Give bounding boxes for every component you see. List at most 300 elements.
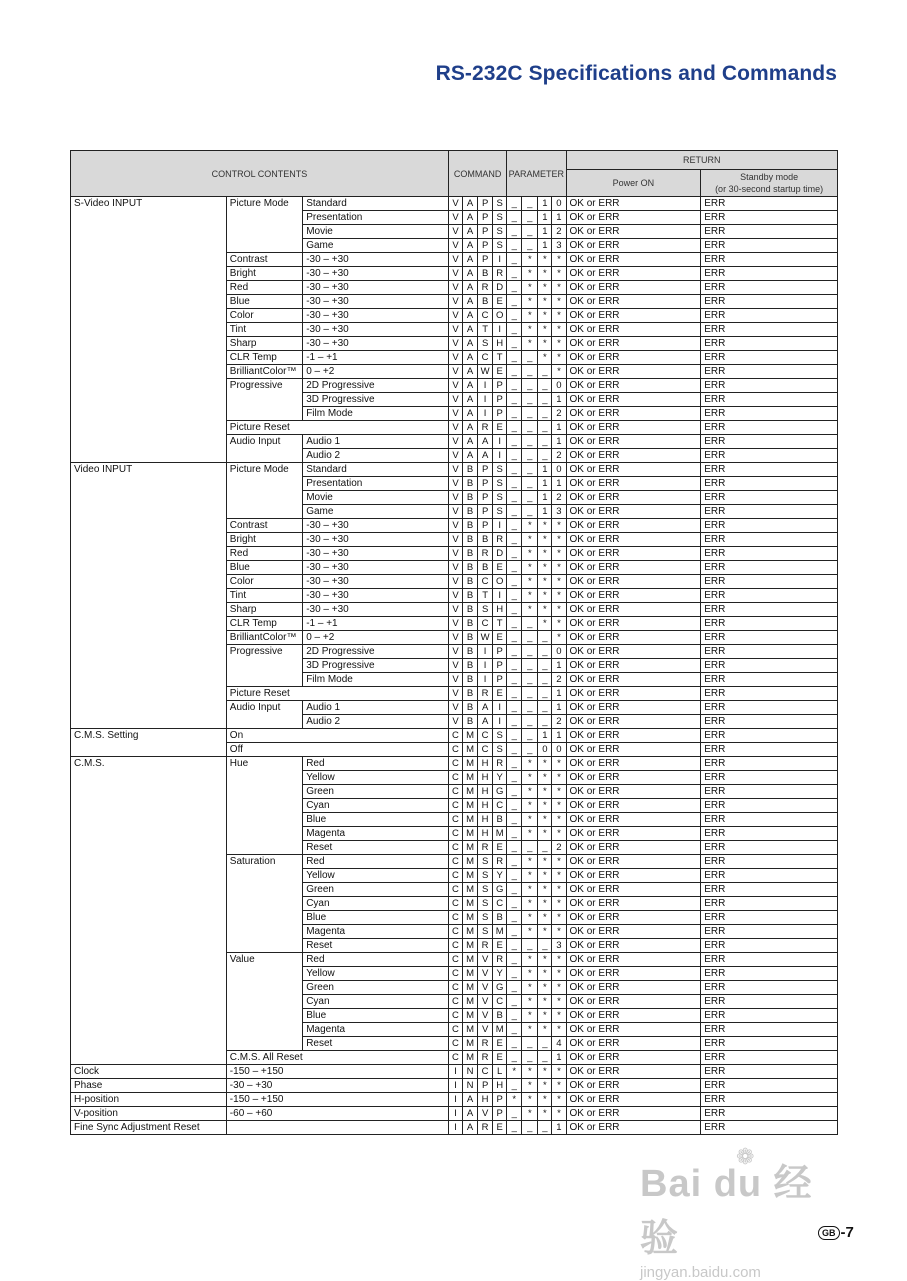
parameter-char: * <box>507 1065 522 1079</box>
command-char: R <box>478 281 493 295</box>
return-standby: ERR <box>701 925 838 939</box>
parameter-char: _ <box>507 1051 522 1065</box>
parameter-char: * <box>522 953 538 967</box>
item-name: Audio 1 <box>303 701 449 715</box>
command-char: M <box>463 813 478 827</box>
command-char: P <box>493 379 507 393</box>
item-name: Film Mode <box>303 407 449 421</box>
command-char: E <box>493 687 507 701</box>
parameter-char: * <box>552 561 566 575</box>
parameter-char: _ <box>538 673 552 687</box>
parameter-char: 1 <box>538 225 552 239</box>
command-char: M <box>493 925 507 939</box>
return-power-on: OK or ERR <box>566 799 701 813</box>
parameter-char: _ <box>538 659 552 673</box>
parameter-char: * <box>522 295 538 309</box>
parameter-char: * <box>552 799 566 813</box>
parameter-char: _ <box>507 1107 522 1121</box>
parameter-char: * <box>552 855 566 869</box>
parameter-char: 0 <box>552 743 566 757</box>
command-char: S <box>493 225 507 239</box>
command-char: B <box>463 533 478 547</box>
item-name: Audio 2 <box>303 449 449 463</box>
parameter-char: _ <box>507 925 522 939</box>
item-name: -30 – +30 <box>303 267 449 281</box>
parameter-char: * <box>538 883 552 897</box>
command-char: V <box>448 337 462 351</box>
subsection-name: BrilliantColor™ <box>226 631 302 645</box>
parameter-char: * <box>552 813 566 827</box>
command-char: A <box>478 701 493 715</box>
subsection-name: -60 – +60 <box>226 1107 448 1121</box>
return-standby: ERR <box>701 617 838 631</box>
section-name: V-position <box>71 1107 227 1121</box>
command-char: C <box>448 729 462 743</box>
return-standby: ERR <box>701 295 838 309</box>
parameter-char: * <box>538 771 552 785</box>
parameter-char: * <box>522 785 538 799</box>
parameter-char: _ <box>538 701 552 715</box>
command-char: R <box>478 1051 493 1065</box>
parameter-char: _ <box>507 281 522 295</box>
command-char: R <box>478 939 493 953</box>
command-char: C <box>478 575 493 589</box>
return-standby: ERR <box>701 519 838 533</box>
item-name: Cyan <box>303 995 449 1009</box>
return-standby: ERR <box>701 435 838 449</box>
command-char: A <box>463 379 478 393</box>
subsection-name: -150 – +150 <box>226 1065 448 1079</box>
header-parameter: PARAMETER <box>507 151 566 197</box>
return-standby: ERR <box>701 841 838 855</box>
parameter-char: _ <box>522 743 538 757</box>
parameter-char: * <box>522 575 538 589</box>
command-char: C <box>448 1023 462 1037</box>
command-char: I <box>448 1121 462 1135</box>
return-power-on: OK or ERR <box>566 351 701 365</box>
command-char: M <box>493 1023 507 1037</box>
page-title: RS-232C Specifications and Commands <box>435 62 837 85</box>
parameter-char: * <box>538 547 552 561</box>
item-name: Yellow <box>303 967 449 981</box>
table-row <box>71 757 838 771</box>
command-char: C <box>448 785 462 799</box>
item-name: Game <box>303 505 449 519</box>
command-char: A <box>463 435 478 449</box>
command-char: I <box>493 589 507 603</box>
subsection-name: Color <box>226 575 302 589</box>
parameter-char: _ <box>507 617 522 631</box>
command-char: I <box>493 701 507 715</box>
return-standby: ERR <box>701 589 838 603</box>
command-char: A <box>463 267 478 281</box>
return-power-on: OK or ERR <box>566 855 701 869</box>
header-power-on: Power ON <box>566 170 701 197</box>
header-standby <box>701 170 838 197</box>
table-row <box>71 1079 838 1093</box>
parameter-char: _ <box>507 1121 522 1135</box>
command-char: S <box>493 743 507 757</box>
command-char: C <box>493 799 507 813</box>
parameter-char: * <box>552 1107 566 1121</box>
parameter-char: _ <box>538 1121 552 1135</box>
return-power-on: OK or ERR <box>566 575 701 589</box>
parameter-char: 1 <box>552 729 566 743</box>
command-char: V <box>478 1009 493 1023</box>
item-name: -30 – +30 <box>303 533 449 547</box>
parameter-char: * <box>538 617 552 631</box>
command-char: Y <box>493 771 507 785</box>
return-standby: ERR <box>701 967 838 981</box>
command-char: A <box>463 365 478 379</box>
command-char: B <box>463 617 478 631</box>
header-return: RETURN <box>566 151 838 170</box>
command-char: Y <box>493 967 507 981</box>
parameter-char: * <box>538 995 552 1009</box>
section-name: Clock <box>71 1065 227 1079</box>
parameter-char: _ <box>507 463 522 477</box>
item-name: Movie <box>303 491 449 505</box>
item-name: -30 – +30 <box>303 323 449 337</box>
return-standby: ERR <box>701 365 838 379</box>
command-char: V <box>478 1107 493 1121</box>
parameter-char: _ <box>507 981 522 995</box>
parameter-char: * <box>538 1009 552 1023</box>
command-char: C <box>448 1051 462 1065</box>
parameter-char: * <box>538 981 552 995</box>
command-char: V <box>448 519 462 533</box>
return-standby: ERR <box>701 225 838 239</box>
item-name: -30 – +30 <box>303 603 449 617</box>
parameter-char: * <box>522 925 538 939</box>
return-power-on: OK or ERR <box>566 911 701 925</box>
baidu-watermark <box>640 1144 845 1281</box>
subsection-name: Picture Mode <box>226 197 302 253</box>
parameter-char: _ <box>507 827 522 841</box>
return-standby: ERR <box>701 911 838 925</box>
return-standby: ERR <box>701 897 838 911</box>
parameter-char: * <box>522 337 538 351</box>
command-char: M <box>463 729 478 743</box>
parameter-char: * <box>552 869 566 883</box>
command-char: P <box>493 1093 507 1107</box>
command-char: S <box>478 897 493 911</box>
command-char: S <box>493 729 507 743</box>
command-char: B <box>478 267 493 281</box>
command-char: P <box>493 407 507 421</box>
subsection-name: Red <box>226 547 302 561</box>
header-command: COMMAND <box>448 151 506 197</box>
return-standby: ERR <box>701 995 838 1009</box>
return-power-on: OK or ERR <box>566 827 701 841</box>
subsection-name: Bright <box>226 533 302 547</box>
parameter-char: _ <box>522 659 538 673</box>
subsection-name: Contrast <box>226 519 302 533</box>
command-char: I <box>493 435 507 449</box>
parameter-char: * <box>552 589 566 603</box>
command-char: I <box>493 323 507 337</box>
command-char: V <box>448 435 462 449</box>
return-power-on: OK or ERR <box>566 995 701 1009</box>
command-char: P <box>493 673 507 687</box>
parameter-char: * <box>522 589 538 603</box>
command-char: C <box>448 967 462 981</box>
parameter-char: 1 <box>538 463 552 477</box>
command-char: B <box>463 519 478 533</box>
command-char: I <box>493 449 507 463</box>
return-power-on: OK or ERR <box>566 1051 701 1065</box>
return-standby: ERR <box>701 1079 838 1093</box>
item-name: Film Mode <box>303 673 449 687</box>
command-char: C <box>478 729 493 743</box>
command-char: B <box>463 701 478 715</box>
section-name: Video INPUT <box>71 463 227 729</box>
command-char: P <box>478 477 493 491</box>
command-char: E <box>493 631 507 645</box>
parameter-char: 1 <box>552 659 566 673</box>
table-row <box>71 1065 838 1079</box>
item-name: 2D Progressive <box>303 379 449 393</box>
parameter-char: * <box>552 757 566 771</box>
command-char: P <box>478 239 493 253</box>
item-name: 2D Progressive <box>303 645 449 659</box>
command-char: R <box>478 421 493 435</box>
parameter-char: _ <box>507 477 522 491</box>
parameter-char: 1 <box>538 239 552 253</box>
command-char: I <box>448 1079 462 1093</box>
return-standby: ERR <box>701 939 838 953</box>
command-char: M <box>463 771 478 785</box>
parameter-char: * <box>552 967 566 981</box>
command-char: B <box>463 575 478 589</box>
command-char: V <box>448 407 462 421</box>
parameter-char: 1 <box>538 477 552 491</box>
item-name: Green <box>303 981 449 995</box>
parameter-char: _ <box>522 1121 538 1135</box>
return-standby: ERR <box>701 869 838 883</box>
parameter-char: _ <box>522 435 538 449</box>
command-char: R <box>493 855 507 869</box>
command-char: C <box>478 743 493 757</box>
return-standby: ERR <box>701 393 838 407</box>
parameter-char: 3 <box>552 239 566 253</box>
return-power-on: OK or ERR <box>566 729 701 743</box>
parameter-char: _ <box>507 729 522 743</box>
command-char: P <box>493 645 507 659</box>
return-power-on: OK or ERR <box>566 239 701 253</box>
return-standby: ERR <box>701 267 838 281</box>
parameter-char: * <box>522 855 538 869</box>
parameter-char: * <box>522 967 538 981</box>
parameter-char: * <box>522 981 538 995</box>
parameter-char: _ <box>507 869 522 883</box>
parameter-char: _ <box>538 365 552 379</box>
item-name: Reset <box>303 841 449 855</box>
parameter-char: _ <box>507 505 522 519</box>
parameter-char: _ <box>507 855 522 869</box>
command-char: V <box>448 645 462 659</box>
command-char: G <box>493 785 507 799</box>
command-char: I <box>448 1093 462 1107</box>
subsection-name: CLR Temp <box>226 351 302 365</box>
command-char: S <box>493 197 507 211</box>
parameter-char: 2 <box>552 225 566 239</box>
paw-icon: ❁ <box>736 1144 755 1169</box>
command-char: V <box>448 701 462 715</box>
parameter-char: * <box>552 883 566 897</box>
return-power-on: OK or ERR <box>566 897 701 911</box>
command-char: S <box>493 211 507 225</box>
return-standby: ERR <box>701 771 838 785</box>
parameter-char: 1 <box>552 421 566 435</box>
parameter-char: 1 <box>552 1051 566 1065</box>
subsection-name: Blue <box>226 561 302 575</box>
parameter-char: * <box>552 897 566 911</box>
subsection-name: Saturation <box>226 855 302 953</box>
parameter-char: * <box>552 351 566 365</box>
return-standby: ERR <box>701 421 838 435</box>
item-name: -30 – +30 <box>303 519 449 533</box>
command-char: M <box>493 827 507 841</box>
parameter-char: * <box>522 267 538 281</box>
parameter-char: * <box>538 351 552 365</box>
parameter-char: _ <box>538 407 552 421</box>
return-standby: ERR <box>701 715 838 729</box>
parameter-char: _ <box>507 295 522 309</box>
command-char: V <box>448 197 462 211</box>
parameter-char: _ <box>538 715 552 729</box>
command-char: A <box>463 253 478 267</box>
command-char: C <box>448 1037 462 1051</box>
parameter-char: _ <box>507 603 522 617</box>
parameter-char: _ <box>522 351 538 365</box>
parameter-char: _ <box>522 449 538 463</box>
command-char: A <box>463 211 478 225</box>
command-char: B <box>493 1009 507 1023</box>
return-power-on: OK or ERR <box>566 547 701 561</box>
return-standby: ERR <box>701 505 838 519</box>
command-char: R <box>478 1121 493 1135</box>
item-name: -30 – +30 <box>303 337 449 351</box>
item-name: Movie <box>303 225 449 239</box>
command-char: S <box>478 603 493 617</box>
parameter-char: _ <box>507 323 522 337</box>
command-char: S <box>478 925 493 939</box>
command-char: I <box>493 253 507 267</box>
command-char: R <box>493 267 507 281</box>
command-char: V <box>448 673 462 687</box>
return-power-on: OK or ERR <box>566 967 701 981</box>
command-char: V <box>448 547 462 561</box>
return-standby: ERR <box>701 785 838 799</box>
parameter-char: _ <box>522 365 538 379</box>
subsection-name: Tint <box>226 589 302 603</box>
return-standby: ERR <box>701 533 838 547</box>
parameter-char: * <box>538 589 552 603</box>
command-char: B <box>463 687 478 701</box>
parameter-char: * <box>522 1009 538 1023</box>
subsection-name: Picture Mode <box>226 463 302 519</box>
parameter-char: * <box>538 813 552 827</box>
parameter-char: _ <box>507 687 522 701</box>
command-char: P <box>478 519 493 533</box>
command-char: C <box>448 799 462 813</box>
parameter-char: _ <box>507 911 522 925</box>
item-name: 3D Progressive <box>303 659 449 673</box>
item-name: Magenta <box>303 925 449 939</box>
subsection-name: Sharp <box>226 603 302 617</box>
command-char: S <box>478 883 493 897</box>
command-char: R <box>478 547 493 561</box>
return-power-on: OK or ERR <box>566 435 701 449</box>
command-char: A <box>463 225 478 239</box>
parameter-char: _ <box>507 715 522 729</box>
parameter-char: * <box>538 911 552 925</box>
parameter-char: _ <box>538 1051 552 1065</box>
parameter-char: * <box>552 253 566 267</box>
return-power-on: OK or ERR <box>566 953 701 967</box>
parameter-char: * <box>552 1023 566 1037</box>
return-standby: ERR <box>701 1051 838 1065</box>
command-char: R <box>478 841 493 855</box>
return-power-on: OK or ERR <box>566 687 701 701</box>
return-standby: ERR <box>701 701 838 715</box>
parameter-char: * <box>538 575 552 589</box>
parameter-char: _ <box>522 421 538 435</box>
return-power-on: OK or ERR <box>566 603 701 617</box>
return-power-on: OK or ERR <box>566 197 701 211</box>
command-char: V <box>448 225 462 239</box>
subsection-name: Contrast <box>226 253 302 267</box>
command-char: V <box>478 1023 493 1037</box>
command-char: M <box>463 953 478 967</box>
parameter-char: * <box>552 1065 566 1079</box>
command-char: C <box>478 617 493 631</box>
command-char: V <box>448 211 462 225</box>
parameter-char: * <box>538 533 552 547</box>
parameter-char: 1 <box>552 393 566 407</box>
parameter-char: _ <box>522 407 538 421</box>
command-char: E <box>493 295 507 309</box>
parameter-char: _ <box>538 1037 552 1051</box>
command-char: H <box>493 337 507 351</box>
return-power-on: OK or ERR <box>566 841 701 855</box>
command-char: N <box>463 1079 478 1093</box>
command-char: A <box>463 337 478 351</box>
parameter-char: * <box>522 1079 538 1093</box>
table-row <box>71 463 838 477</box>
watermark-url: jingyan.baidu.com <box>640 1264 761 1281</box>
return-standby: ERR <box>701 673 838 687</box>
parameter-char: 0 <box>552 645 566 659</box>
parameter-char: * <box>538 603 552 617</box>
parameter-char: * <box>552 771 566 785</box>
subsection-name: Red <box>226 281 302 295</box>
item-name: Audio 2 <box>303 715 449 729</box>
command-char: A <box>463 351 478 365</box>
return-power-on: OK or ERR <box>566 1079 701 1093</box>
subsection-name: Tint <box>226 323 302 337</box>
command-char: P <box>478 505 493 519</box>
parameter-char: * <box>552 337 566 351</box>
parameter-char: _ <box>507 743 522 757</box>
return-standby: ERR <box>701 477 838 491</box>
command-char: E <box>493 561 507 575</box>
parameter-char: _ <box>507 1023 522 1037</box>
parameter-char: _ <box>522 211 538 225</box>
parameter-char: * <box>538 1093 552 1107</box>
return-standby: ERR <box>701 953 838 967</box>
